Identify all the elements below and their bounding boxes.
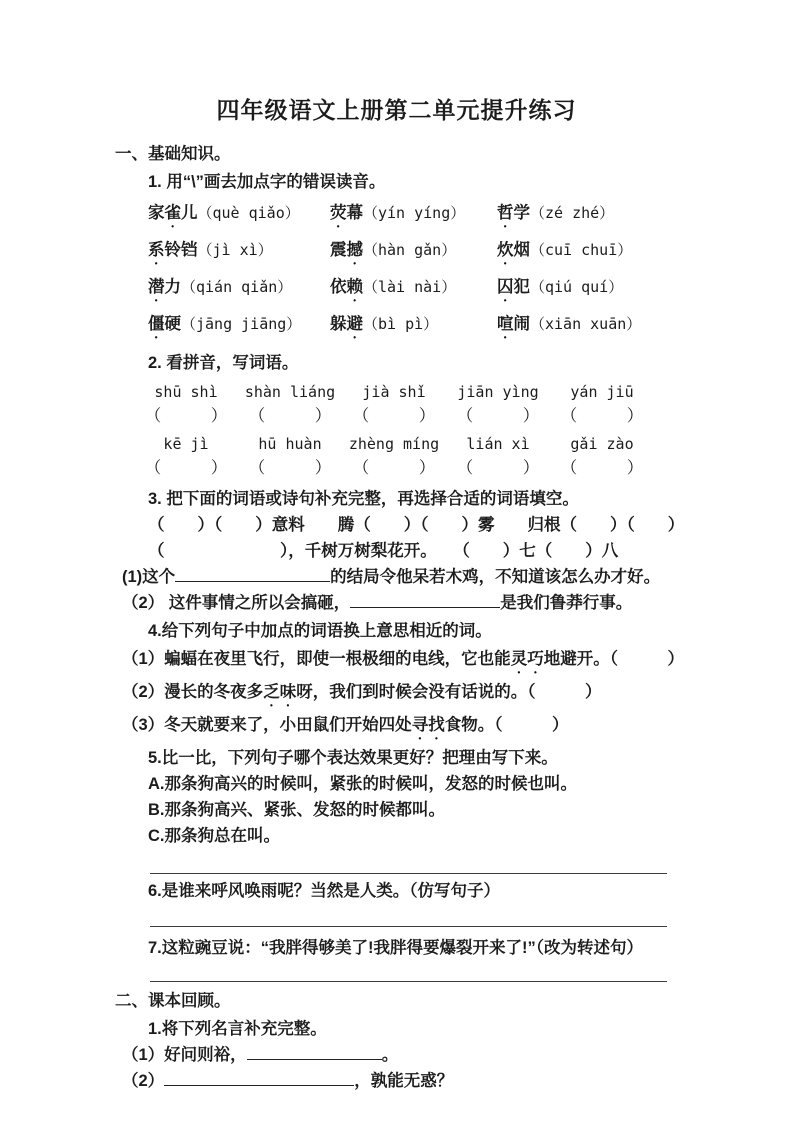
answer-brackets: （ ） (248, 459, 332, 477)
question2-pinyin-row-2 (101, 432, 743, 480)
question3-sub2 (115, 590, 743, 616)
pinyin-cell (550, 380, 654, 428)
dotted-word: 寻找 (411, 716, 445, 734)
fill-blank (247, 1044, 382, 1060)
word-post: 铃铛 (164, 241, 198, 259)
pinyin-cell (134, 380, 238, 428)
question2-label: 2. 看拼音，写词语。 (148, 354, 299, 372)
pinyin-cell (342, 380, 446, 428)
word-pinyin: （jāng jiāng） (181, 315, 302, 333)
sentence-post: 地避开。（ ） (543, 650, 684, 668)
question5-option-a: A.那条狗高兴的时候叫，紧张的时候叫，发怒的时候也叫。 (148, 775, 577, 793)
word-pinyin: （qián qiǎn） (181, 278, 293, 296)
sentence-pre: （1）蝙蝠在夜里飞行，即使一根极细的电线，它也能 (122, 650, 511, 668)
word-item-1 (148, 201, 330, 231)
pinyin-text: lián xì (466, 435, 530, 453)
question7-text: 7.这粒豌豆说：“我胖得够美了!我胖得要爆裂开来了!”（改为转述句） (148, 939, 643, 957)
question4-label: 4.给下列句子中加点的词语换上意思相近的词。 (148, 622, 492, 640)
word-dotted-char: 囚 (497, 278, 514, 296)
sentence-pre: （2）漫长的冬夜多 (122, 683, 264, 701)
pinyin-text: yán jiū (570, 383, 634, 401)
word-item-6 (497, 238, 743, 268)
word-dotted-char: 避 (346, 315, 363, 333)
word-dotted-char: 赖 (346, 278, 363, 296)
pinyin-text: jiān yìng (457, 383, 539, 401)
word-item-11 (330, 312, 497, 342)
word-item-10 (148, 312, 330, 342)
answer-brackets: （ ） (352, 459, 436, 477)
answer-rule (150, 926, 667, 927)
word-item-8 (330, 275, 497, 305)
pinyin-cell (446, 380, 550, 428)
question2-pinyin-row-1 (101, 380, 743, 428)
word-post: 儿 (181, 204, 198, 222)
word-item-2 (330, 201, 497, 231)
answer-brackets: （ ） (144, 459, 228, 477)
word-dotted-char: 系 (148, 241, 165, 259)
fill-blank (175, 566, 330, 582)
word-item-5 (330, 238, 497, 268)
dotted-word: 乏味 (263, 683, 297, 701)
pinyin-cell (238, 380, 342, 428)
word-dotted-char: 雀 (164, 204, 181, 222)
pinyin-text: shū shì (154, 383, 218, 401)
fill-blank (164, 1070, 354, 1086)
word-post: 犯 (513, 278, 530, 296)
sentence-post: ，孰能无惑？ (354, 1072, 454, 1090)
sentence-post: 是我们鲁莽行事。 (500, 594, 633, 612)
answer-brackets: （ ） (248, 407, 332, 425)
worksheet-content (0, 141, 793, 1094)
word-item-9 (497, 275, 743, 305)
answer-brackets: （ ） (560, 459, 644, 477)
question3-fill-line-1: （ ）（ ）意料 腾（ ）（ ）雾 归根（ ）（ ） (148, 516, 685, 534)
word-post: 闹 (513, 315, 530, 333)
question1-label: 1. 用“\”画去加点字的错误读音。 (148, 173, 386, 191)
word-pinyin: （cuī chuī） (530, 241, 633, 259)
pinyin-text: jià shǐ (362, 383, 426, 401)
question5-option-c: C.那条狗总在叫。 (148, 827, 280, 845)
question6-text: 6.是谁来呼风唤雨呢？当然是人类。（仿写句子） (148, 882, 501, 900)
pinyin-text: shàn liáng (244, 383, 336, 401)
pinyin-cell (550, 432, 654, 480)
word-pinyin: （xiān xuān） (530, 315, 642, 333)
word-post: 幕 (346, 204, 363, 222)
question5-option-b: B.那条狗高兴、紧张、发怒的时候都叫。 (148, 801, 445, 819)
section2-heading: 二、课本回顾。 (115, 992, 231, 1010)
question4-sentence-3 (115, 710, 743, 743)
word-dotted-char: 潜 (148, 278, 165, 296)
word-pinyin: （bì pì） (363, 315, 439, 333)
sentence-post: 。 (381, 1046, 399, 1064)
section2-question1-label: 1.将下列名言补充完整。 (148, 1020, 327, 1038)
word-post: 烟 (513, 241, 530, 259)
section2-sub1 (115, 1042, 743, 1068)
answer-brackets: （ ） (456, 459, 540, 477)
word-dotted-char: 撼 (346, 241, 363, 259)
section2-sub2 (115, 1068, 743, 1094)
word-item-12 (497, 312, 743, 342)
pinyin-text: kē jì (163, 435, 209, 453)
question1-word-grid (115, 201, 743, 342)
question3-sub1 (115, 564, 743, 590)
pinyin-cell (238, 432, 342, 480)
word-dotted-char: 炊 (497, 241, 514, 259)
answer-brackets: （ ） (560, 407, 644, 425)
pinyin-text: zhèng míng (348, 435, 440, 453)
word-pinyin: （lài nài） (363, 278, 457, 296)
word-pinyin: （qiú quí） (530, 278, 624, 296)
word-pre: 家 (148, 204, 165, 222)
word-dotted-char: 僵 (148, 315, 165, 333)
question3-label: 3. 把下面的词语或诗句补充完整，再选择合适的词语填空。 (148, 490, 579, 508)
word-item-4 (148, 238, 330, 268)
sentence-pre: (1)这个 (122, 568, 176, 586)
worksheet-title: 四年级语文上册第二单元提升练习 (216, 97, 577, 123)
pinyin-text: hū huàn (258, 435, 322, 453)
question5-label: 5.比一比，下列句子哪个表达效果更好？把理由写下来。 (148, 749, 558, 767)
word-post: 学 (513, 204, 530, 222)
sentence-post: 呀，我们到时候会没有话说的。（ ） (296, 683, 602, 701)
answer-brackets: （ ） (456, 407, 540, 425)
word-post: 硬 (164, 315, 181, 333)
answer-brackets: （ ） (144, 407, 228, 425)
fill-blank (350, 592, 500, 608)
word-post: 力 (164, 278, 181, 296)
sentence-post: 食物。（ ） (444, 716, 569, 734)
word-pinyin: （hàn gǎn） (363, 241, 457, 259)
answer-rule (150, 981, 667, 982)
word-dotted-char: 荧 (330, 204, 347, 222)
word-pre: 震 (330, 241, 347, 259)
sentence-post: 的结局令他呆若木鸡，不知道该怎么办才好。 (330, 568, 661, 586)
sentence-pre: （2） (122, 1072, 165, 1090)
sentence-pre: （1）好问则裕， (122, 1046, 247, 1064)
word-pinyin: （jì xì） (197, 241, 273, 259)
word-pinyin: （yín yíng） (363, 204, 466, 222)
word-pre: 躲 (330, 315, 347, 333)
word-pinyin: （què qiǎo） (197, 204, 300, 222)
pinyin-text: gǎi zào (570, 435, 634, 453)
question4-sentence-1 (115, 644, 743, 677)
word-pre: 依 (330, 278, 347, 296)
word-dotted-char: 喧 (497, 315, 514, 333)
question3-fill-line-2: （ ），千树万树梨花开。 （ ）七（ ）八 (148, 542, 619, 560)
question4-sentence-2 (115, 677, 743, 710)
sentence-pre: （2） 这件事情之所以会搞砸， (122, 594, 351, 612)
word-item-3 (497, 201, 743, 231)
word-dotted-char: 哲 (497, 204, 514, 222)
answer-rule (150, 873, 667, 874)
pinyin-cell (446, 432, 550, 480)
word-pinyin: （zé zhé） (530, 204, 615, 222)
word-item-7 (148, 275, 330, 305)
pinyin-cell (342, 432, 446, 480)
section1-heading: 一、基础知识。 (115, 145, 231, 163)
sentence-pre: （3）冬天就要来了，小田鼠们开始四处 (122, 716, 412, 734)
dotted-word: 灵巧 (510, 650, 544, 668)
pinyin-cell (134, 432, 238, 480)
answer-brackets: （ ） (352, 407, 436, 425)
